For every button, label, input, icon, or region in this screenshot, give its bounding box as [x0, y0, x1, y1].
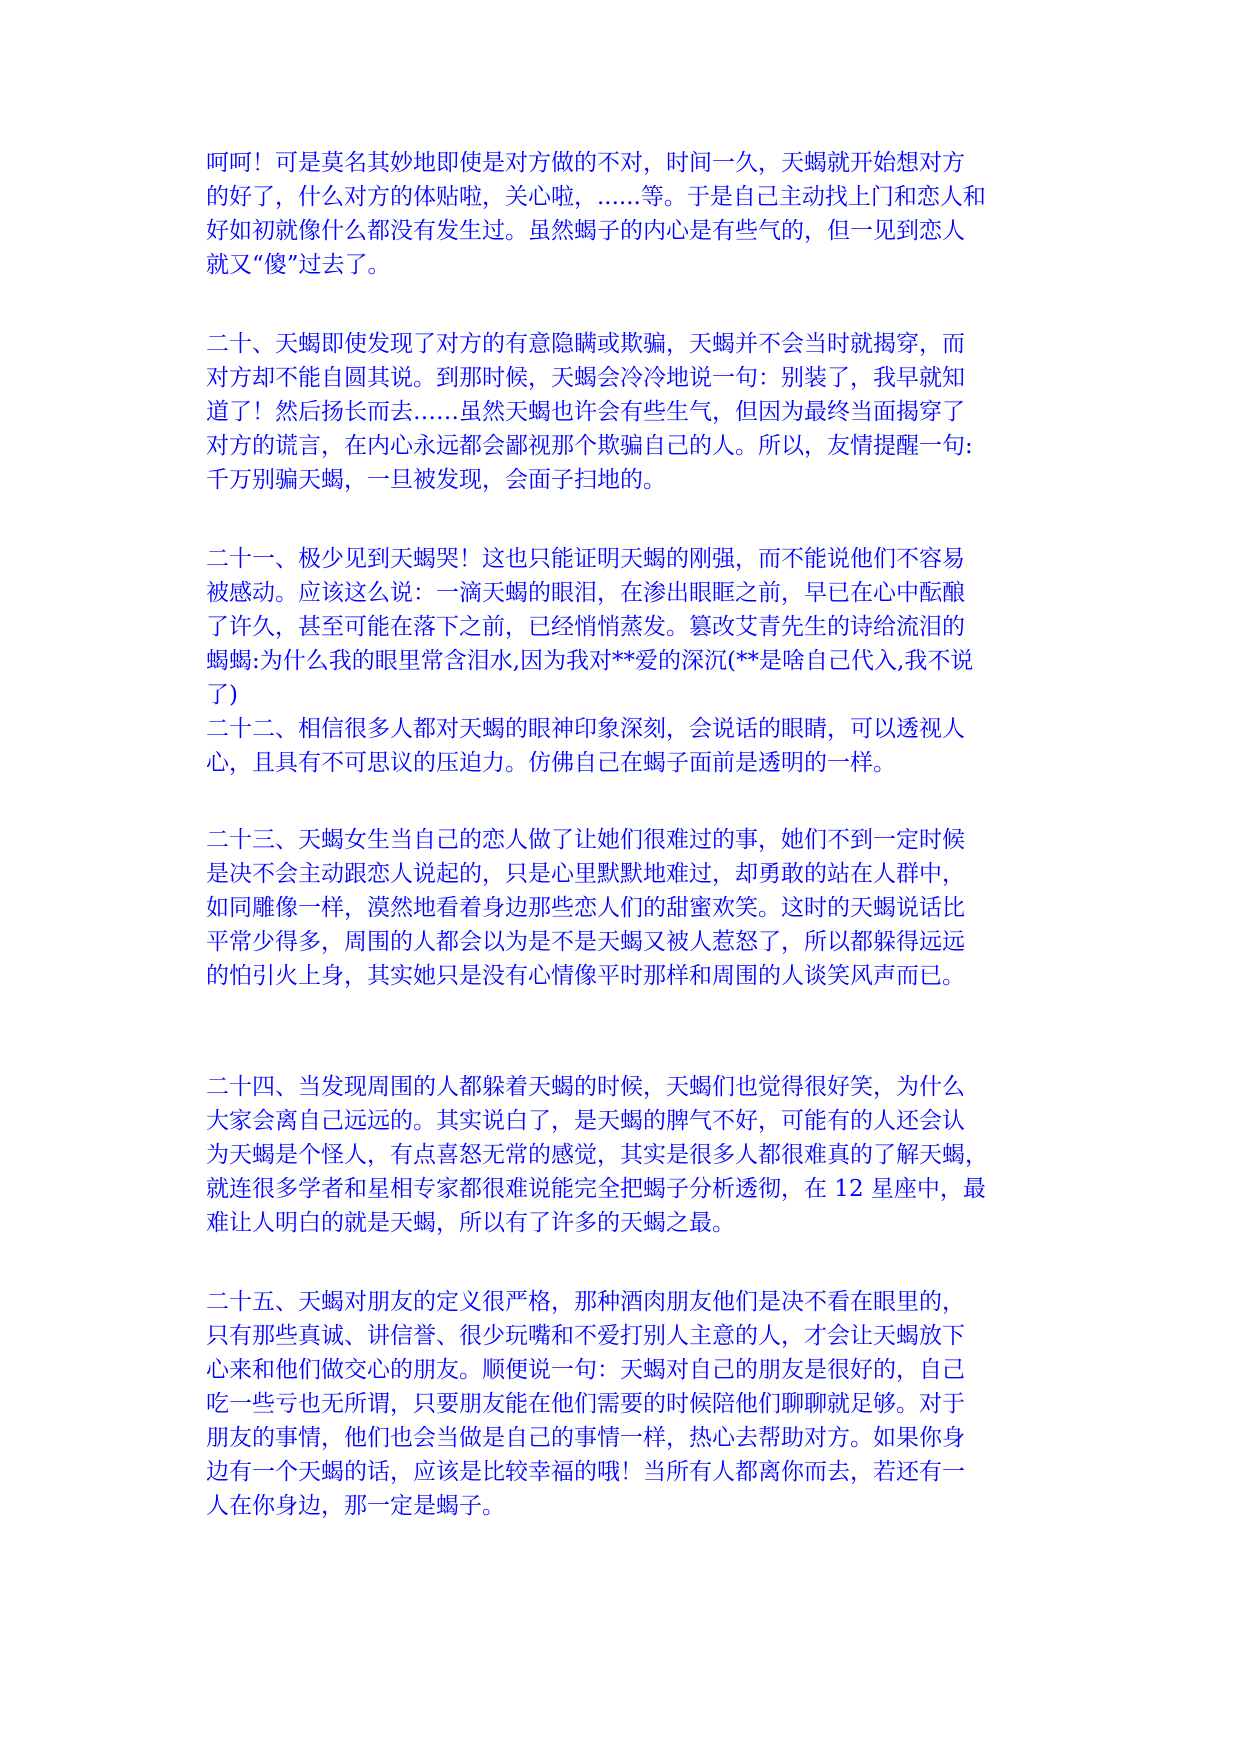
paragraph-line: 好如初就像什么都没有发生过。虽然蝎子的内心是有些气的，但一见到恋人 — [206, 218, 965, 244]
paragraph-23 — [206, 823, 1036, 993]
paragraph-line: 如同雕像一样，漠然地看着身边那些恋人们的甜蜜欢笑。这时的天蝎说话比 — [206, 895, 965, 921]
paragraph-line: 就又“傻”过去了。 — [206, 252, 391, 278]
paragraph-line: 人在你身边，那一定是蝎子。 — [206, 1493, 505, 1519]
paragraph-line: 二十五、天蝎对朋友的定义很严格，那种酒肉朋友他们是决不看在眼里的， — [206, 1289, 965, 1315]
paragraph-line: 对方的谎言，在内心永远都会鄙视那个欺骗自己的人。所以，友情提醒一句: — [206, 433, 973, 459]
paragraph-21-22 — [206, 542, 1036, 780]
paragraph-line: 大家会离自己远远的。其实说白了，是天蝎的脾气不好，可能有的人还会认 — [206, 1108, 965, 1134]
paragraph-line: 的怕引火上身，其实她只是没有心情像平时那样和周围的人谈笑风声而已。 — [206, 963, 965, 989]
paragraph-20 — [206, 327, 1036, 497]
paragraph-line: 只有那些真诚、讲信誉、很少玩嘴和不爱打别人主意的人，才会让天蝎放下 — [206, 1323, 965, 1349]
paragraph-line: 对方却不能自圆其说。到那时候，天蝎会冷冷地说一句：别装了，我早就知 — [206, 365, 965, 391]
paragraph-line: 为天蝎是个怪人，有点喜怒无常的感觉，其实是很多人都很难真的了解天蝎， — [206, 1142, 988, 1168]
paragraph-line: 是决不会主动跟恋人说起的，只是心里默默地难过，却勇敢的站在人群中， — [206, 861, 965, 887]
paragraph-25 — [206, 1285, 1036, 1523]
paragraph-line: 边有一个天蝎的话，应该是比较幸福的哦！当所有人都离你而去，若还有一 — [206, 1459, 965, 1485]
paragraph-24 — [206, 1070, 1036, 1240]
paragraph-line: 被感动。应该这么说：一滴天蝎的眼泪，在渗出眼眶之前，早已在心中酝酿 — [206, 580, 965, 606]
paragraph-line: 二十一、极少见到天蝎哭！这也只能证明天蝎的刚强，而不能说他们不容易 — [206, 546, 965, 572]
paragraph-line: 二十四、当发现周围的人都躲着天蝎的时候，天蝎们也觉得很好笑，为什么 — [206, 1074, 965, 1100]
paragraph-line: 难让人明白的就是天蝎，所以有了许多的天蝎之最。 — [206, 1210, 735, 1236]
paragraph-line: 了许久，甚至可能在落下之前，已经悄悄蒸发。篡改艾青先生的诗给流泪的 — [206, 614, 965, 640]
paragraph-line: 二十二、相信很多人都对天蝎的眼神印象深刻，会说话的眼睛，可以透视人 — [206, 716, 965, 742]
paragraph-line: 平常少得多，周围的人都会以为是不是天蝎又被人惹怒了，所以都躲得远远 — [206, 929, 965, 955]
paragraph-line: 了) — [206, 682, 238, 708]
paragraph-line: 朋友的事情，他们也会当做是自己的事情一样，热心去帮助对方。如果你身 — [206, 1425, 965, 1451]
paragraph-line: 就连很多学者和星相专家都很难说能完全把蝎子分析透彻，在 12 星座中，最 — [206, 1176, 986, 1202]
paragraph-line: 二十、天蝎即使发现了对方的有意隐瞒或欺骗，天蝎并不会当时就揭穿，而 — [206, 331, 965, 357]
paragraph-line: 道了！然后扬长而去……虽然天蝎也许会有些生气，但因为最终当面揭穿了 — [206, 399, 965, 425]
paragraph-line: 千万别骗天蝎，一旦被发现，会面子扫地的。 — [206, 467, 666, 493]
paragraph-line: 呵呵！可是莫名其妙地即使是对方做的不对，时间一久，天蝎就开始想对方 — [206, 150, 965, 176]
paragraph-line: 吃一些亏也无所谓，只要朋友能在他们需要的时候陪他们聊聊就足够。对于 — [206, 1391, 965, 1417]
paragraph-line: 蝎蝎:为什么我的眼里常含泪水,因为我对**爱的深沉(**是啥自己代入,我不说 — [206, 648, 974, 674]
paragraph-line: 心，且具有不可思议的压迫力。仿佛自己在蝎子面前是透明的一样。 — [206, 750, 896, 776]
paragraph-1 — [206, 146, 1036, 282]
paragraph-line: 心来和他们做交心的朋友。顺便说一句：天蝎对自己的朋友是很好的，自己 — [206, 1357, 965, 1383]
paragraph-line: 二十三、天蝎女生当自己的恋人做了让她们很难过的事，她们不到一定时候 — [206, 827, 965, 853]
paragraph-line: 的好了，什么对方的体贴啦，关心啦，......等。于是自己主动找上门和恋人和 — [206, 184, 986, 210]
